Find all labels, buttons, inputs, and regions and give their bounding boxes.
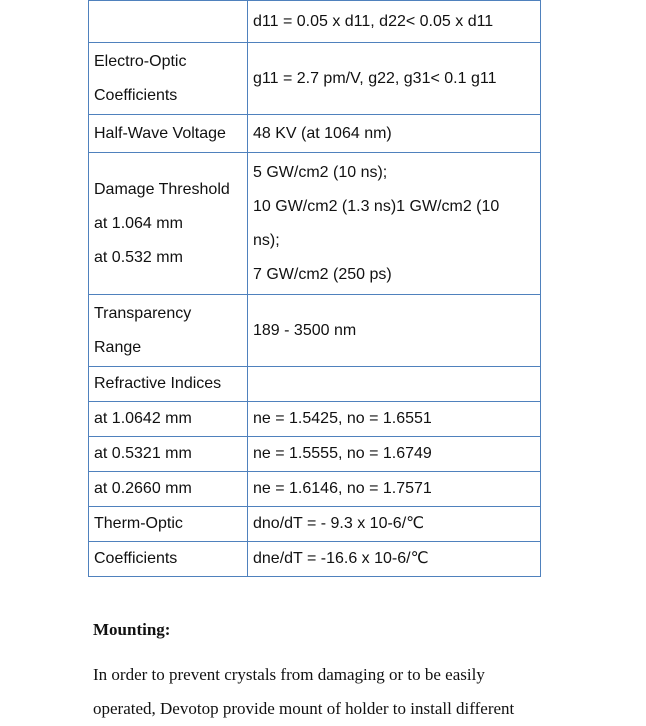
table-row [89, 472, 541, 507]
value-line: d11 = 0.05 x d11, d22< 0.05 x d11 [253, 12, 494, 30]
value-cell [248, 542, 541, 577]
value-cell [248, 437, 541, 472]
table-row [89, 437, 541, 472]
label-line: at 0.5321 mm [94, 445, 192, 462]
value-line: 10 GW/cm2 (1.3 ns)1 GW/cm2 (10 [253, 197, 500, 215]
value-line: g11 = 2.7 pm/V, g22, g31< 0.1 g11 [253, 69, 497, 87]
label-cell [89, 367, 248, 402]
label-cell [89, 153, 248, 295]
label-cell [89, 437, 248, 472]
label-line: at 1.064 mm [94, 214, 183, 232]
value-cell [248, 153, 541, 295]
label-line: Range [94, 338, 142, 356]
table-row [89, 43, 541, 115]
label-cell [89, 115, 248, 153]
value-line: ne = 1.5425, no = 1.6551 [253, 410, 432, 427]
label-cell [89, 295, 248, 367]
label-cell [89, 507, 248, 542]
table-row [89, 402, 541, 437]
value-line: 48 KV (at 1064 nm) [253, 124, 392, 142]
table-row [89, 507, 541, 542]
label-line: Transparency [94, 304, 192, 322]
value-line: 189 - 3500 nm [253, 321, 357, 339]
value-cell [248, 507, 541, 542]
value-cell [248, 402, 541, 437]
label-line: Coefficients [94, 86, 178, 104]
label-line: at 1.0642 mm [94, 410, 192, 427]
table-row [89, 542, 541, 577]
label-line: at 0.532 mm [94, 248, 183, 266]
value-line: ne = 1.6146, no = 1.7571 [253, 480, 432, 497]
label-line: Electro-Optic [94, 52, 187, 70]
label-line: at 0.2660 mm [94, 480, 192, 497]
label-line: Coefficients [94, 550, 178, 567]
label-line: Refractive Indices [94, 375, 222, 392]
section-paragraph [93, 658, 563, 726]
value-line: 5 GW/cm2 (10 ns); [253, 163, 388, 181]
label-cell [89, 472, 248, 507]
value-line: ne = 1.5555, no = 1.6749 [253, 445, 432, 462]
value-line: dno/dT = - 9.3 x 10-6/℃ [253, 515, 425, 532]
paragraph-line: operated, Devotop provide mount of holder to install different [93, 699, 515, 718]
properties-table [88, 0, 541, 577]
value-line: 7 GW/cm2 (250 ps) [253, 265, 392, 283]
table-row [89, 1, 541, 43]
label-cell [89, 542, 248, 577]
value-cell [248, 43, 541, 115]
table-row [89, 295, 541, 367]
label-cell [89, 43, 248, 115]
value-cell [248, 472, 541, 507]
value-line: dne/dT = -16.6 x 10-6/℃ [253, 550, 429, 567]
label-line: Therm-Optic [94, 515, 183, 532]
value-line: ns); [253, 231, 280, 249]
label-line: Half-Wave Voltage [94, 124, 226, 142]
paragraph-line: In order to prevent crystals from damaging or to be easily [93, 665, 485, 684]
label-line: Damage Threshold [94, 180, 230, 198]
value-cell [248, 115, 541, 153]
value-cell [248, 295, 541, 367]
label-cell [89, 1, 248, 43]
value-cell [248, 1, 541, 43]
section-heading: Mounting: [93, 620, 171, 639]
label-cell [89, 402, 248, 437]
value-cell [248, 367, 541, 402]
table-row [89, 115, 541, 153]
table-row [89, 153, 541, 295]
table-row [89, 367, 541, 402]
